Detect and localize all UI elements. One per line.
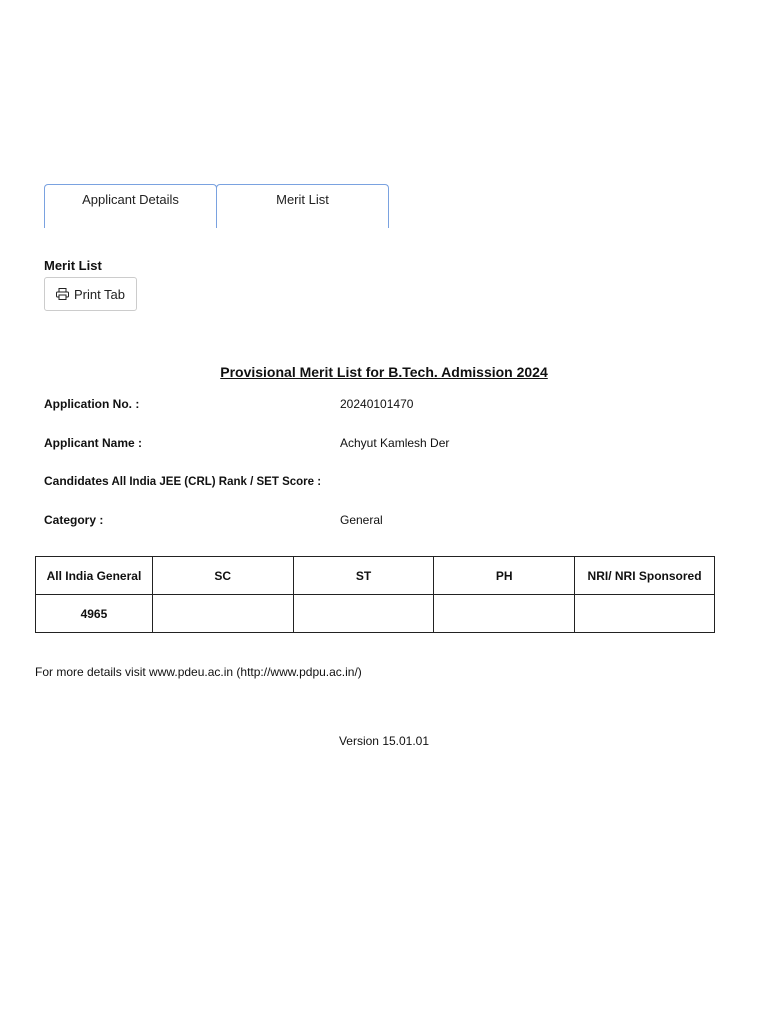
- rank-label: [44, 474, 321, 488]
- cell-sc: [152, 595, 293, 633]
- cell-nri-sponsored: [575, 595, 715, 633]
- application-no-label: Application No. :: [44, 397, 140, 411]
- cell-st: [293, 595, 434, 633]
- header-all-india-general: All India General: [36, 557, 153, 595]
- footer-note: For more details visit www.pdeu.ac.in (http://www.pdpu.ac.in/): [35, 665, 362, 679]
- version-text: Version 15.01.01: [338, 734, 430, 748]
- tab-merit-list-label: Merit List: [276, 192, 329, 207]
- table-header-row: [36, 557, 715, 595]
- header-nri-sponsored: NRI/ NRI Sponsored: [575, 557, 715, 595]
- printer-icon: [56, 288, 69, 300]
- applicant-name-value: Achyut Kamlesh Der: [340, 436, 450, 450]
- table-row: [36, 595, 715, 633]
- header-st: ST: [293, 557, 434, 595]
- application-no-value: 20240101470: [340, 397, 414, 411]
- cell-ph: [434, 595, 575, 633]
- print-tab-button[interactable]: [44, 277, 137, 311]
- rank-label-prefix: Candidates: [44, 474, 109, 488]
- header-sc: SC: [152, 557, 293, 595]
- tab-merit-list[interactable]: [216, 184, 389, 228]
- applicant-name-label: Applicant Name :: [44, 436, 143, 450]
- page-title: Provisional Merit List for B.Tech. Admission 2024: [220, 364, 548, 380]
- merit-table: [35, 556, 715, 633]
- tab-applicant-details[interactable]: [44, 184, 217, 228]
- cell-all-india-general: 4965: [36, 595, 153, 633]
- category-label: Category :: [44, 513, 104, 527]
- print-tab-label: Print Tab: [73, 286, 126, 302]
- tab-applicant-details-label: Applicant Details: [82, 192, 179, 207]
- header-ph: PH: [434, 557, 575, 595]
- rank-label-rest: All India JEE (CRL) Rank / SET Score :: [108, 476, 322, 488]
- section-heading: Merit List: [44, 258, 102, 273]
- category-value: General: [340, 513, 383, 527]
- tab-bar: [44, 184, 390, 230]
